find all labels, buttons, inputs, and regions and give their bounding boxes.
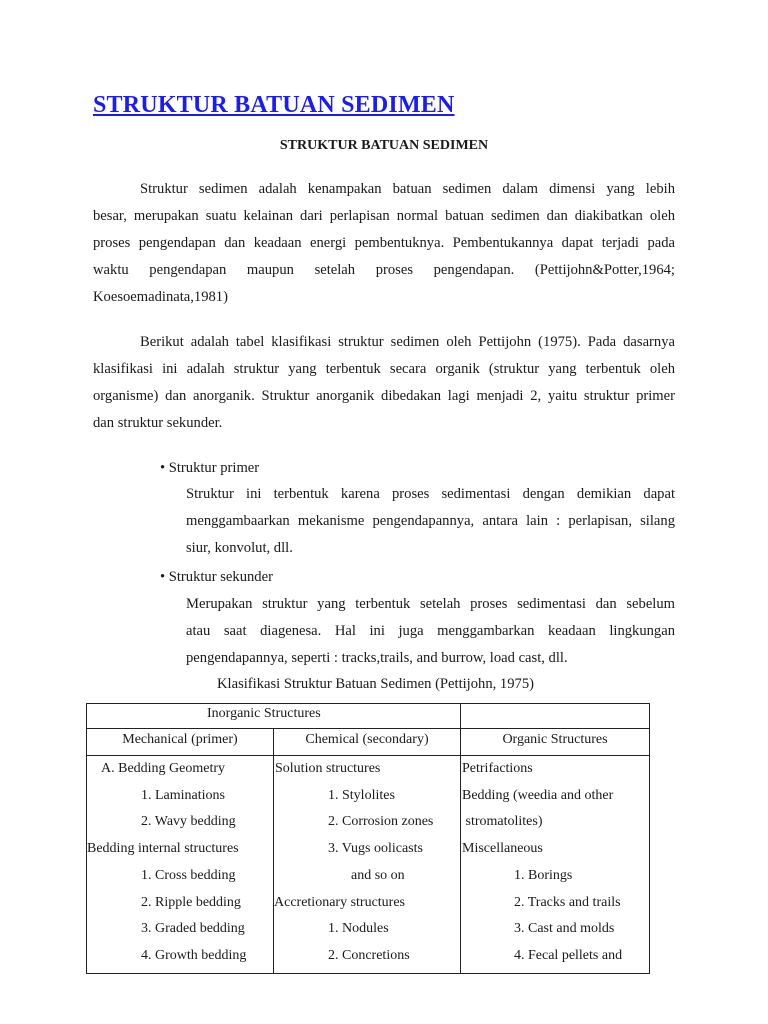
table-caption: Klasifikasi Struktur Batuan Sedimen (Pettijohn, 1975) [217, 676, 534, 692]
text-line: pengendapannya, seperti : tracks,trails, and burrow, load cast, dll. [186, 650, 568, 666]
text-line: menggambaarkan mekanisme pengendapannya, antara lain : perlapisan, silang [186, 513, 675, 529]
list-item: Solution structures [275, 761, 381, 776]
text-line: Struktur ini terbentuk karena proses sedimentasi dengan demikian dapat [186, 486, 675, 502]
table-header-row [87, 704, 650, 729]
text-line: besar, merupakan suatu kelainan dari perlapisan normal batuan sedimen dan diakibatkan oleh [93, 208, 675, 224]
list-item: 1. Borings [514, 867, 573, 883]
text-line: klasifikasi ini adalah struktur yang terbentuk secara organik (struktur yang terbentuk oleh [93, 361, 675, 377]
list-item: Miscellaneous [462, 841, 543, 857]
list-item: 4. Growth bedding [141, 947, 247, 963]
document-subtitle: STRUKTUR BATUAN SEDIMEN [279, 138, 489, 153]
text-line: dan struktur sekunder. [93, 415, 223, 431]
list-item: 1. Laminations [141, 787, 225, 803]
classification-table [86, 703, 650, 974]
list-item: stromatolites) [462, 814, 543, 830]
organic-column [461, 756, 650, 974]
list-item: and so on [351, 867, 405, 883]
document-title-link[interactable]: STRUKTUR BATUAN SEDIMEN [93, 92, 455, 118]
paragraph-intro [93, 176, 675, 311]
list-item: Bedding (weedia and other [462, 787, 614, 803]
list-item: 2. Concretions [328, 947, 410, 963]
text-line: waktu pengendapan maupun setelah proses pengendapan. (Pettijohn&Potter,1964; [93, 262, 675, 278]
list-item: 3. Vugs oolicasts [328, 841, 423, 857]
list-item: 2. Ripple bedding [141, 894, 241, 910]
header-organic: Organic Structures [461, 729, 650, 756]
list-item: 1. Stylolites [328, 787, 395, 803]
text-line: Merupakan struktur yang terbentuk setelah proses sedimentasi dan sebelum [186, 596, 675, 612]
list-item: 1. Cross bedding [141, 867, 236, 883]
header-chemical: Chemical (secondary) [274, 729, 461, 756]
text-line: atau saat diagenesa. Hal ini juga menggambarkan keadaan lingkungan [186, 623, 675, 639]
list-item: 1. Nodules [328, 921, 389, 937]
text-line: proses pengendapan dan keadaan energi pembentuknya. Pembentukannya dapat terjadi pada [93, 235, 675, 251]
list-item: 3. Cast and molds [514, 921, 615, 937]
list-item: Accretionary structures [274, 894, 405, 910]
bullet-struktur-sekunder: • Struktur sekunder [160, 569, 273, 585]
list-item: 4. Fecal pellets and [514, 947, 623, 963]
list-item: A. Bedding Geometry [101, 761, 226, 776]
table-subheader-row [87, 729, 650, 756]
paragraph-classification [93, 329, 675, 437]
header-mechanical: Mechanical (primer) [87, 729, 274, 756]
list-item: 3. Graded bedding [141, 921, 245, 937]
bullet-primer-description [186, 481, 675, 562]
bullet-struktur-primer: • Struktur primer [160, 460, 260, 476]
text-line: siur, konvolut, dll. [186, 540, 293, 556]
header-empty-cell [461, 704, 650, 729]
bullet-sekunder-description [186, 591, 675, 672]
list-item: Bedding internal structures [87, 841, 239, 857]
list-item: 2. Corrosion zones [328, 814, 434, 830]
mechanical-column [87, 756, 274, 974]
chemical-column [274, 756, 461, 974]
text-line: Koesoemadinata,1981) [93, 289, 228, 305]
text-line: Struktur sedimen adalah kenampakan batuan sedimen dalam dimensi yang lebih [140, 181, 675, 197]
list-item: 2. Wavy bedding [141, 814, 236, 830]
list-item: 2. Tracks and trails [514, 894, 621, 910]
text-line: organisme) dan anorganik. Struktur anorganik dibedakan lagi menjadi 2, yaitu struktur primer [93, 388, 675, 404]
text-line: Berikut adalah tabel klasifikasi struktur sedimen oleh Pettijohn (1975). Pada dasarnya [140, 334, 675, 350]
table-body-row [87, 756, 650, 974]
header-inorganic-structures: Inorganic Structures [87, 704, 461, 729]
list-item: Petrifactions [462, 761, 533, 776]
